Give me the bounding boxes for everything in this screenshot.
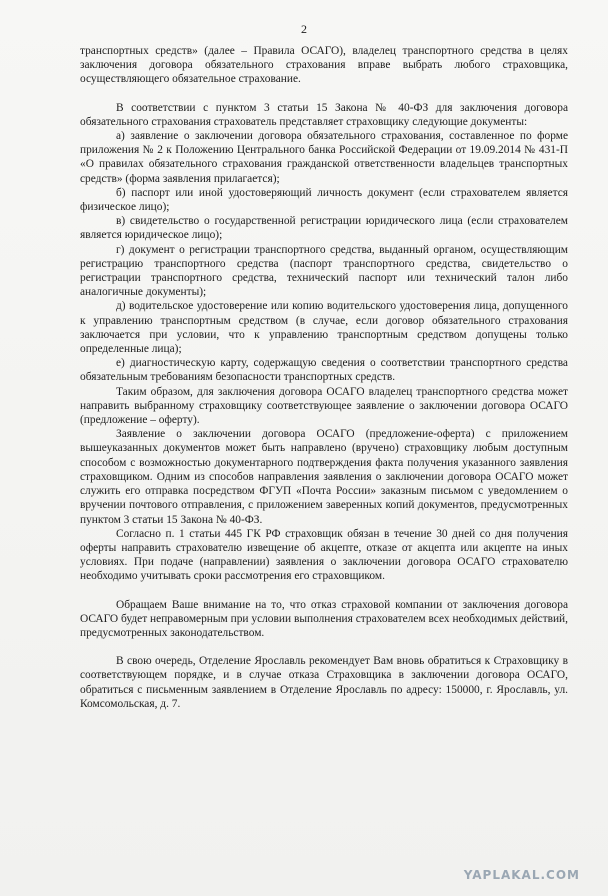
list-item-e-driver-license: д) водительское удостоверение или копию водительского удостоверения лица, допущенного к управлению транспортным средством (в случае, если договор обязательного страхования заключается при условии, что к управлению транспортным средством допущены только определенные лица);	[80, 300, 568, 356]
paragraph-civil-code-deadline: Согласно п. 1 статьи 445 ГК РФ страховщик обязан в течение 30 дней со дня получения оферты направить страхователю извещение об акцепте, отказе от акцепта или акцепте на иных условиях. При подаче (направлении) заявления о заключении договора ОСАГО страхователю необходимо учитывать сроки рассмотрения его страховщиком.	[80, 527, 568, 583]
list-item-d-vehicle-registration: г) документ о регистрации транспортного средства, выданный органом, осуществляющим регистрацию транспортного средства (паспорт транспортного средства, свидетельство о регистрации транспортного средства, технический паспорт или технический талон либо аналогичные документы);	[80, 243, 568, 299]
list-item-c-registration-certificate: в) свидетельство о государственной регистрации юридического лица (если страхователем является юридическое лицо);	[80, 215, 568, 242]
document-body	[80, 44, 568, 711]
list-item-f-diagnostic-card: е) диагностическую карту, содержащую сведения о соответствии транспортного средства обязательным требованиям безопасности транспортных средств.	[80, 357, 568, 384]
paragraph-conclusion-offer: Таким образом, для заключения договора ОСАГО владелец транспортного средства может направить выбранному страховщику соответствующее заявление о заключении договора ОСАГО (предложение – оферту).	[80, 385, 568, 427]
page-number: 2	[301, 22, 307, 36]
paragraph-refusal-unlawful: Обращаем Ваше внимание на то, что отказ страховой компании от заключения договора ОСАГО будет неправомерным при условии выполнения страхователем всех необходимых действий, предусмотренных законодательством.	[80, 598, 568, 639]
list-item-b-passport: б) паспорт или иной удостоверяющий личность документ (если страхователем является физическое лицо);	[80, 186, 568, 214]
paragraph-rules-continuation: транспортных средств» (далее – Правила ОСАГО), владелец транспортного средства в целях заключения договора обязательного страхования вправе выбрать любого страховщика, осуществляющего обязательное страхование.	[80, 45, 568, 86]
site-watermark: YAPLAKAL.COM	[463, 868, 580, 882]
paragraph-application-delivery: Заявление о заключении договора ОСАГО (предложение-оферта) с приложением вышеуказанных документов может быть направлено (вручено) страховщику любым доступным способом с возможностью документарного подтверждения факта получения указанного заявления страховщиком. Одним из способов направления заявления о заключении договора ОСАГО может служить его отправка посредством ФГУП «Почта России» заказным письмом с уведомлением о вручении почтового отправления, с приложением заверенных копий документов, предусмотренных пунктом 3 статьи 15 Закона № 40-ФЗ.	[80, 428, 568, 526]
list-item-a-application: а) заявление о заключении договора обязательного страхования, составленное по форме приложения № 2 к Положению Центрального банка Российской Федерации от 19.09.2014 № 431-П «О правилах обязательного страхования гражданской ответственности владельцев транспортных средств» (форма заявления прилагается);	[80, 130, 568, 185]
paragraph-required-documents: В соответствии с пунктом 3 статьи 15 Закона № 40-ФЗ для заключения договора обязательного страхования страхователь представляет страховщику следующие документы:	[80, 101, 568, 128]
paragraph-recommendation: В свою очередь, Отделение Ярославль рекомендует Вам вновь обратиться к Страховщику в соответствующем порядке, и в случае отказа Страховщика в заключении договора ОСАГО, обратиться с письменным заявлением в Отделение Ярославль по адресу: 150000, г. Ярославль, ул. Комсомольская, д. 7.	[80, 655, 568, 710]
